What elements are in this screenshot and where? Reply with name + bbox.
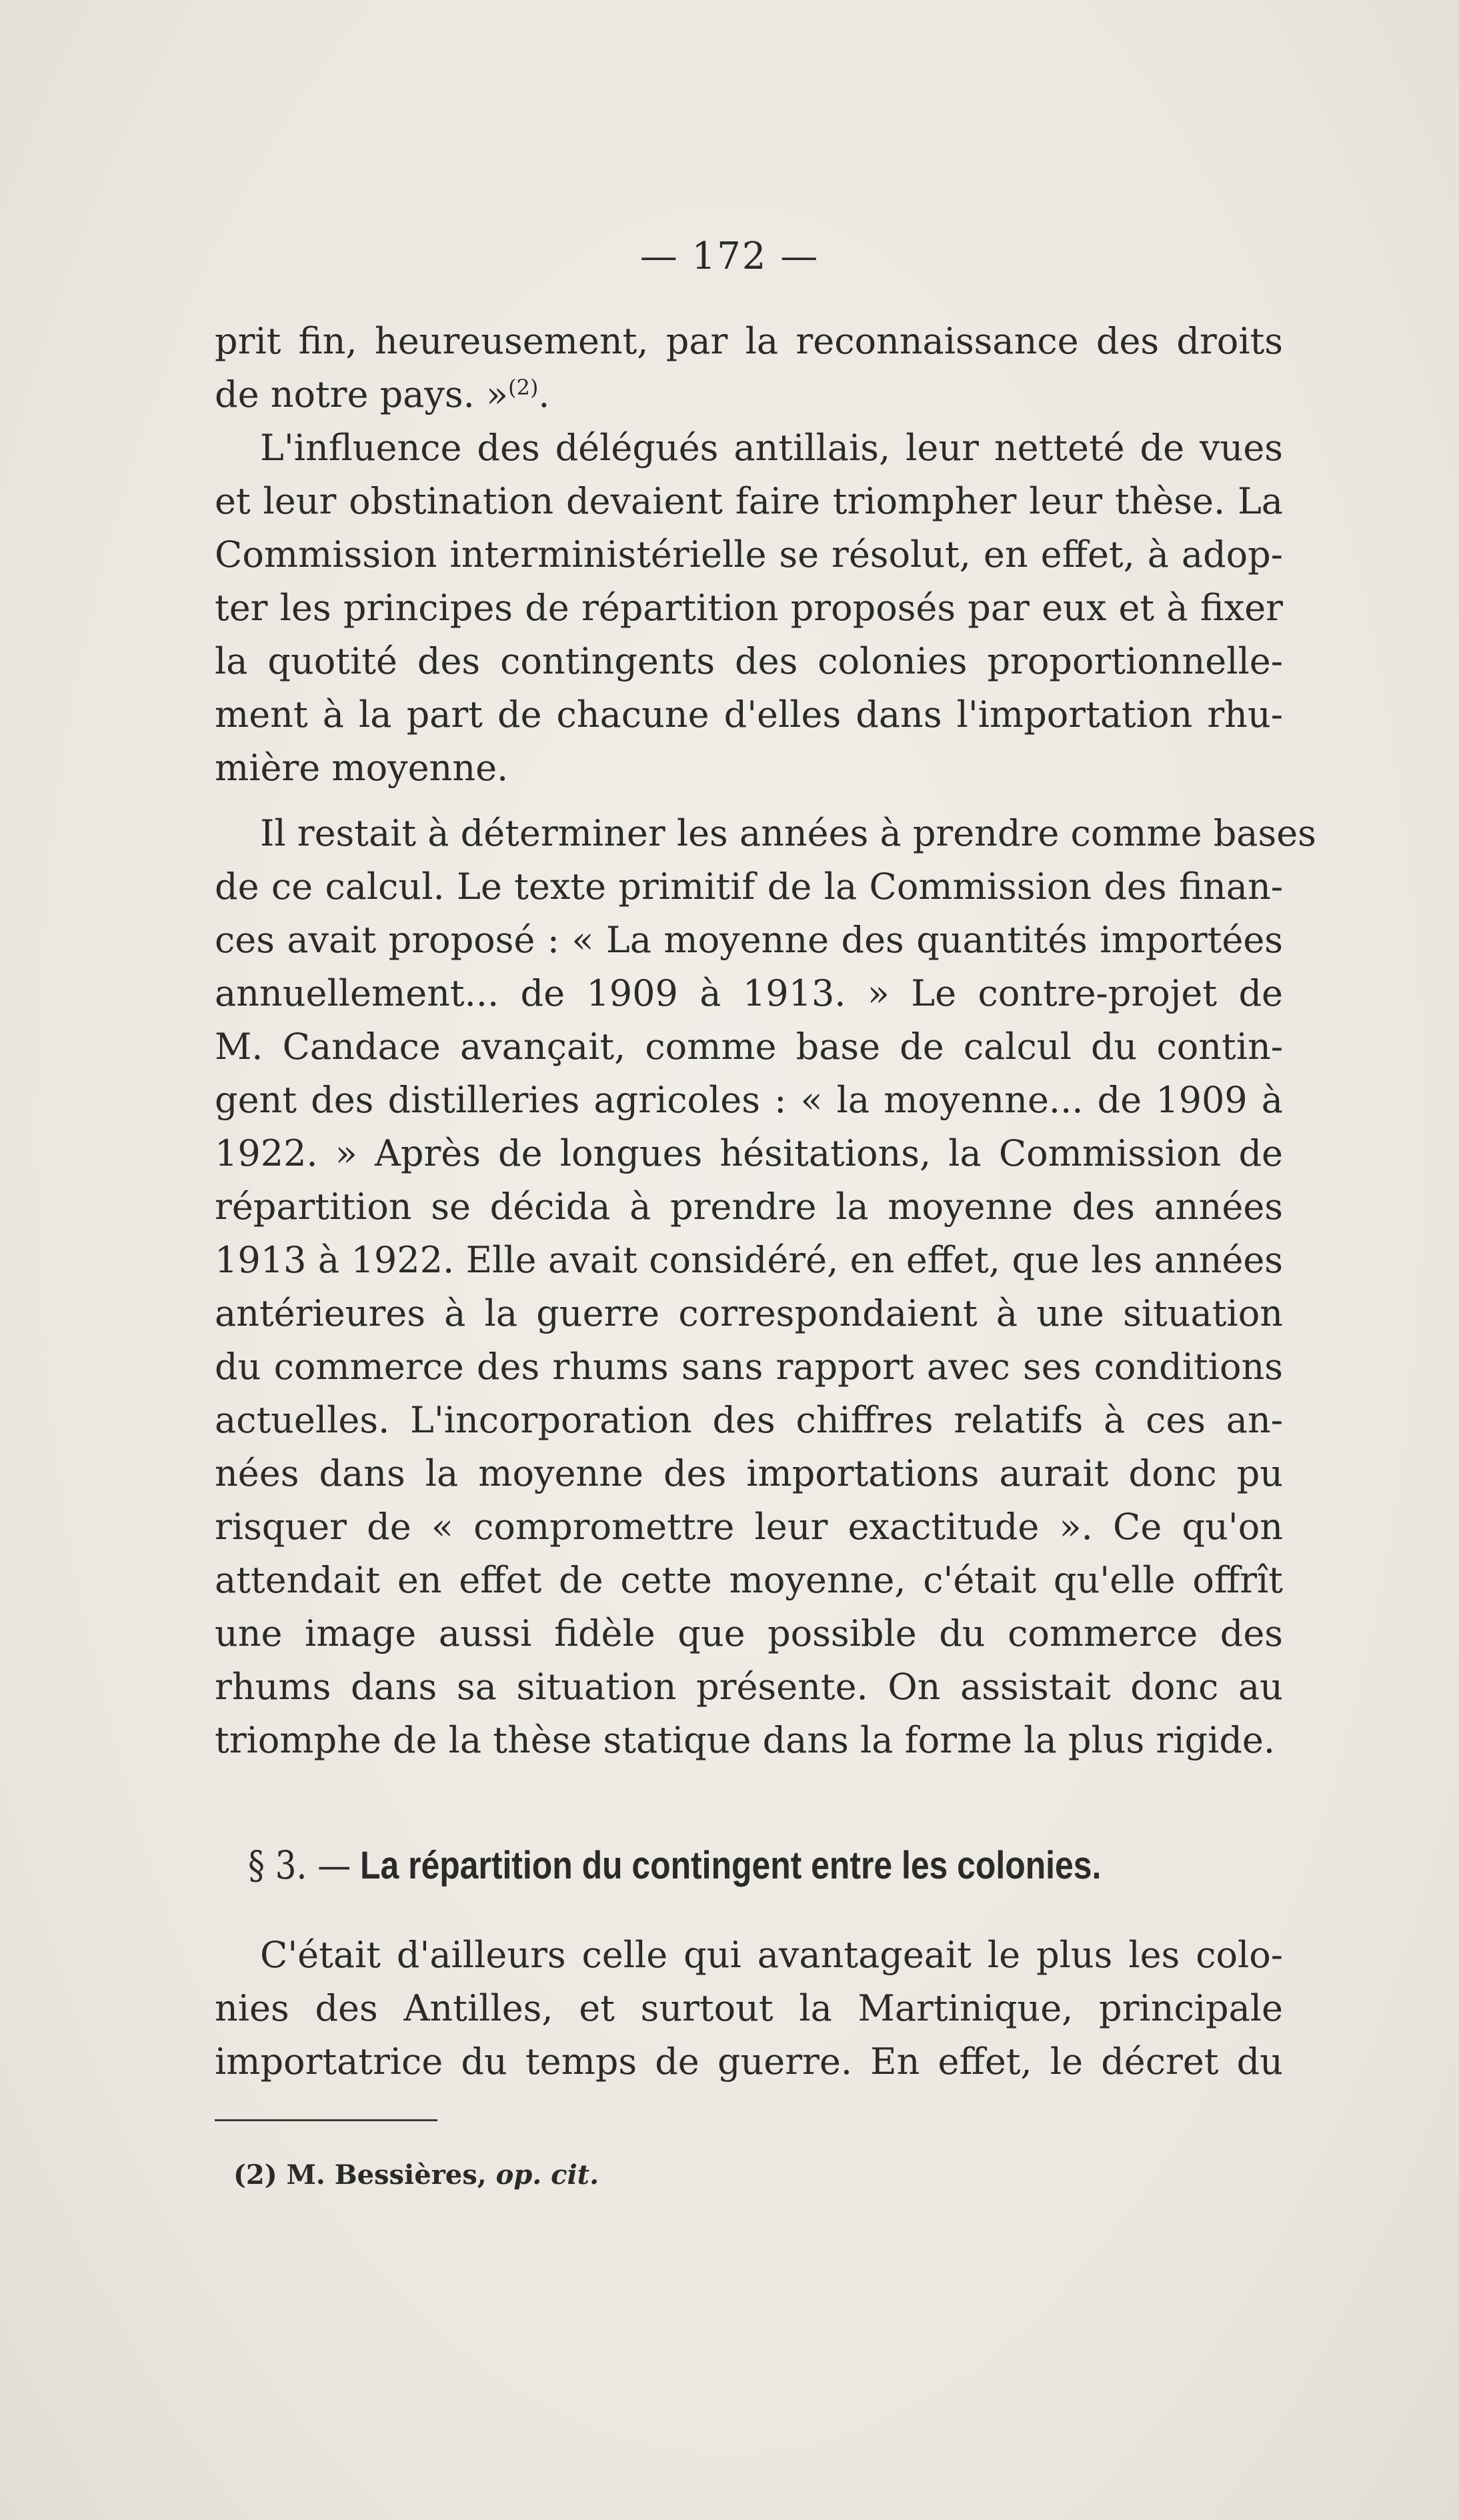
footnote-marker: (2) [233,2159,277,2191]
text-line: nies des Antilles, et surtout la Martinique, principale [215,1987,1283,2029]
text-line: actuelles. L'incorporation des chiffres relatifs à ces an- [215,1399,1283,1441]
text-line: Il restait à déterminer les années à prendre comme bases [260,812,1316,854]
section-heading [248,1835,1101,1895]
page-number: — 172 — [639,235,820,278]
text-line: mière moyenne. [215,747,509,789]
text-line: de ce calcul. Le texte primitif de la Commission des finan- [215,866,1283,908]
footnote-citation: op. cit. [495,2159,599,2191]
text-line: annuellement... de 1909 à 1913. » Le contre-projet de [215,972,1283,1014]
text-line: C'était d'ailleurs celle qui avantageait le plus les colo- [260,1934,1283,1976]
text-line: la quotité des contingents des colonies proportionnelle- [215,640,1283,682]
text-line: répartition se décida à prendre la moyenne des années [215,1186,1283,1228]
text-line: L'influence des délégués antillais, leur netteté de vues [260,427,1283,469]
text-line: 1922. » Après de longues hésitations, la Commission de [215,1132,1283,1174]
section-title: La répartition du contingent entre les colonies. [359,1844,1102,1887]
text-line: prit fin, heureusement, par la reconnaissance des droits [215,320,1283,362]
text-line: ter les principes de répartition proposés par eux et à fixer [215,587,1283,629]
text-line: ces avait proposé : « La moyenne des quantités importées [215,919,1283,961]
text-line: triomphe de la thèse statique dans la forme la plus rigide. [215,1719,1276,1761]
text-line: attendait en effet de cette moyenne, c'était qu'elle offrît [215,1559,1283,1601]
text-line: importatrice du temps de guerre. En effet, le décret du [215,2041,1283,2083]
text-line-punctuation: . [538,373,550,415]
section-number: § 3. — [248,1842,351,1888]
text-line: M. Candace avançait, comme base de calcul du contin- [215,1026,1283,1068]
footnote-divider [215,2119,437,2121]
footnote-reference[interactable]: (2) [507,375,539,400]
text-line: une image aussi fidèle que possible du commerce des [215,1612,1283,1654]
text-line [215,368,1283,421]
text-line: Commission interministérielle se résolut, en effet, à adop- [215,533,1283,575]
text-line: risquer de « compromettre leur exactitude ». Ce qu'on [215,1506,1283,1548]
text-line: rhums dans sa situation présente. On assistait donc au [215,1666,1283,1708]
text-line: 1913 à 1922. Elle avait considéré, en effet, que les années [215,1239,1283,1281]
footnote [233,2155,599,2195]
text-line: ment à la part de chacune d'elles dans l'importation rhu- [215,694,1283,736]
text-line-content: de notre pays. » [215,373,508,415]
footnote-author: M. Bessières, [286,2159,487,2191]
text-line: gent des distilleries agricoles : « la moyenne... de 1909 à [215,1079,1283,1121]
text-line: du commerce des rhums sans rapport avec ses conditions [215,1346,1283,1388]
text-line: et leur obstination devaient faire triompher leur thèse. La [215,480,1283,522]
text-line: nées dans la moyenne des importations aurait donc pu [215,1452,1283,1494]
text-line: antérieures à la guerre correspondaient à une situation [215,1292,1283,1334]
